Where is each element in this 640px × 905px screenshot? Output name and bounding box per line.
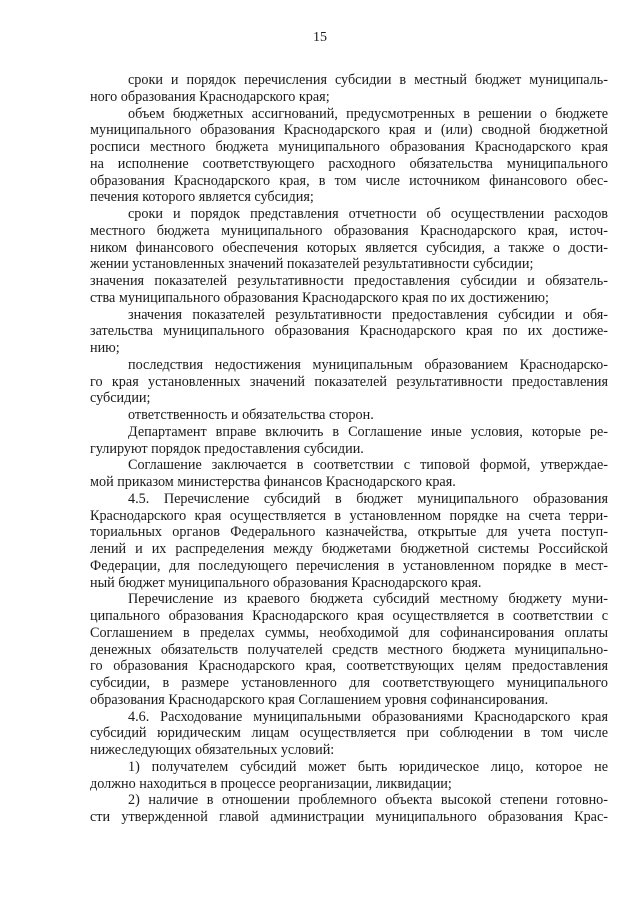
text-line: Федерации, для последующего перечисления в установленном порядке в мест-	[90, 557, 608, 574]
text-line: муниципального образования Краснодарского края и (или) сводной бюджетной	[90, 122, 608, 139]
text-line: нижеследующих обязательных условий:	[90, 742, 335, 758]
text-line: печения которого является субсидия;	[90, 189, 314, 206]
text-line: ного образования Краснодарского края;	[90, 88, 330, 105]
document-body	[90, 72, 608, 826]
text-line: 4.5. Перечисление субсидий в бюджет муниципального образования	[128, 490, 608, 507]
text-line: Соглашение заключается в соответствии с типовой формой, утверждае-	[128, 457, 608, 474]
text-line: лений и их распределения между бюджетами бюджетной системы Российской	[90, 541, 608, 557]
text-line: на исполнение соответствующего расходного обязательства муниципального	[90, 155, 608, 172]
text-line: субсидии, в размере установленного для соответствующего муниципального	[90, 675, 608, 691]
text-line: значения показателей результативности предоставления субсидии и обязатель-	[90, 273, 608, 289]
text-line: ный бюджет муниципального образования Краснодарского края.	[90, 574, 482, 591]
text-line: сроки и порядок перечисления субсидии в местный бюджет муниципаль-	[128, 72, 608, 88]
text-line: Краснодарского края осуществляется в установленном порядке на счета терри-	[90, 507, 608, 524]
text-line: 4.6. Расходование муниципальными образованиями Краснодарского края	[128, 708, 608, 725]
text-line: 2) наличие в отношении проблемного объекта высокой степени готовно-	[128, 792, 608, 809]
text-line: нию;	[90, 340, 120, 356]
text-line: денежных обязательств получателей средств местного бюджета муниципально-	[90, 641, 608, 658]
text-line: го края установленных значений показателей результативности предоставления	[90, 373, 608, 390]
text-line: объем бюджетных ассигнований, предусмотренных в решении о бюджете	[128, 105, 608, 122]
text-line: жении установленных значений показателей результативности субсидии;	[90, 256, 534, 273]
page-number: 15	[313, 30, 327, 45]
text-line: ства муниципального образования Краснодарского края по их достижению;	[90, 289, 549, 306]
text-line: ципального образования Краснодарского края осуществляется в соответствии с	[90, 608, 608, 624]
text-line: субсидий юридическим лицам осуществляется при соблюдении в том числе	[90, 725, 608, 742]
text-line: Перечисление из краевого бюджета субсидий местному бюджету муни-	[128, 591, 608, 608]
text-line: ответственность и обязательства сторон.	[128, 407, 374, 423]
text-line: сроки и порядок представления отчетности об осуществлении расходов	[128, 206, 608, 222]
text-line: мой приказом министерства финансов Краснодарского края.	[90, 474, 456, 490]
text-line: Соглашением в пределах суммы, необходимой для софинансирования оплаты	[90, 624, 608, 641]
text-line: должно находиться в процессе реорганизации, ликвидации;	[90, 775, 452, 792]
text-line: ториальных органов Федерального казначейства, открытые для учета поступ-	[90, 524, 608, 541]
text-line: гулируют порядок предоставления субсидии.	[90, 440, 364, 457]
text-line: сти утвержденной главой администрации муниципального образования Крас-	[90, 809, 608, 825]
text-line: образования Краснодарского края Соглашением уровня софинансирования.	[90, 691, 549, 708]
text-line: последствия недостижения муниципальным образованием Краснодарско-	[128, 356, 608, 373]
text-line: ником финансового обеспечения которых является субсидия, а также о дости-	[90, 239, 608, 256]
text-line: зательства муниципального образования Краснодарского края по их достиже-	[90, 323, 608, 340]
text-line: значения показателей результативности предоставления субсидии и обя-	[128, 306, 608, 323]
text-line: росписи местного бюджета муниципального образования Краснодарского края	[90, 139, 608, 155]
text-line: субсидии;	[90, 390, 151, 407]
text-line: местного бюджета муниципального образования Краснодарского края, источ-	[90, 222, 608, 239]
text-line: го образования Краснодарского края, соответствующих целям предоставления	[90, 658, 608, 675]
text-line: Департамент вправе включить в Соглашение иные условия, которые ре-	[128, 423, 608, 440]
text-line: образования Краснодарского края, в том числе источником финансового обес-	[90, 172, 608, 189]
text-line: 1) получателем субсидий может быть юридическое лицо, которое не	[128, 758, 608, 775]
